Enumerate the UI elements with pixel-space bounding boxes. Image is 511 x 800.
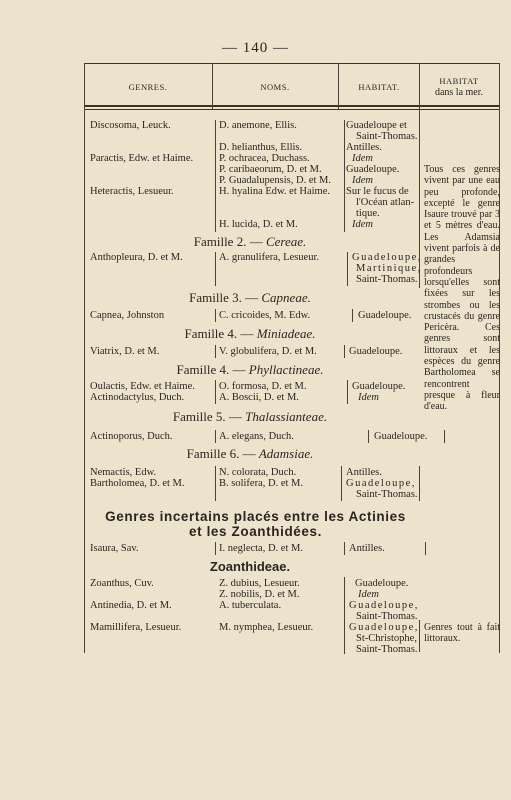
nom-cell: Z. dubius, Lesueur.: [219, 578, 300, 589]
header-habitat-mer-1: HABITAT: [439, 76, 479, 86]
habitat-cell: Antilles.: [346, 467, 382, 478]
nom-cell: A. tuberculata.: [219, 600, 282, 611]
nom-cell: Z. nobilis, D. et M.: [219, 589, 300, 600]
header-habitat: HABITAT.: [358, 82, 400, 92]
row-divider: [347, 380, 348, 404]
row-divider: [344, 120, 345, 232]
nom-cell: P. Guadalupensis, D. et M.: [219, 175, 331, 186]
row-divider: [341, 466, 342, 501]
habitat-cell: Guadeloupe et: [346, 120, 407, 131]
header-genres: GENRES.: [128, 82, 168, 92]
habitat-cell: Saint-Thomas.: [356, 274, 418, 285]
row-divider: [215, 345, 216, 358]
row-divider: [419, 466, 420, 501]
family-heading: Famille 4. — Phyllactineae.: [176, 362, 324, 377]
nom-cell: D. helianthus, Ellis.: [219, 142, 303, 153]
habitat-cell: Idem: [358, 392, 379, 403]
row-divider: [215, 430, 216, 443]
habitat-cell: St-Christophe,: [356, 633, 417, 644]
habitat-cell: Sur le fucus de: [346, 186, 409, 197]
habitat-cell: l'Océan atlan-: [356, 197, 415, 208]
row-divider: [215, 120, 216, 232]
section-heading: Genres incertains placés entre les Actinies: [105, 509, 406, 524]
nom-cell: N. colorata, Duch.: [219, 467, 297, 478]
genre-cell: Mamillifera, Lesueur.: [90, 622, 182, 633]
habitat-cell: Idem: [352, 219, 373, 230]
header-rule: [84, 105, 499, 107]
habitat-cell: tique.: [356, 208, 380, 219]
nom-cell: P. caribaeorum, D. et M.: [219, 164, 322, 175]
genre-cell: Heteractis, Lesueur.: [90, 186, 174, 197]
habitat-cell: Guadeloupe.: [349, 346, 403, 357]
section-heading: et les Zoanthidées.: [189, 524, 322, 539]
row-divider: [215, 309, 216, 322]
family-heading: Famille 6. — Adamsiae.: [186, 446, 314, 461]
genre-cell: Discosoma, Leuck.: [90, 120, 171, 131]
col-divider-2: [338, 63, 339, 110]
nom-cell: C. cricoides, M. Edw.: [219, 310, 311, 321]
genre-cell: Capnea, Johnston: [90, 310, 165, 321]
genre-cell: Actinodactylus, Duch.: [90, 392, 185, 403]
row-divider: [368, 430, 369, 443]
genre-cell: Actinoporus, Duch.: [90, 431, 173, 442]
habitat-cell: Guadeloupe.: [355, 578, 409, 589]
habitat-cell: Antilles.: [346, 142, 382, 153]
nom-cell: M. nymphea, Lesueur.: [219, 622, 314, 633]
habitat-cell: Guadeloupe.: [374, 431, 428, 442]
habitat-cell: Saint-Thomas.: [356, 489, 418, 500]
habitat-cell: Antilles.: [349, 543, 385, 554]
nom-cell: H. hyalina Edw. et Haime.: [219, 186, 330, 197]
habitat-cell: Saint-Thomas.: [356, 611, 418, 622]
row-divider: [344, 345, 345, 358]
nom-cell: A. granulifera, Lesueur.: [219, 252, 320, 263]
row-divider: [347, 252, 348, 286]
header-rule-thin: [84, 109, 499, 110]
nom-cell: D. anemone, Ellis.: [219, 120, 297, 131]
nom-cell: P. ochracea, Duchass.: [219, 153, 310, 164]
row-divider: [215, 380, 216, 404]
row-divider: [344, 542, 345, 555]
row-divider: [344, 577, 345, 654]
row-divider: [425, 542, 426, 555]
habitat-cell: Idem: [352, 175, 373, 186]
page-number: — 140 —: [222, 40, 289, 56]
row-divider: [215, 542, 216, 555]
col-divider-1: [212, 63, 213, 110]
genre-cell: Paractis, Edw. et Haime.: [90, 153, 194, 164]
row-divider: [215, 252, 216, 286]
habitat-cell: Guadeloupe,: [349, 600, 419, 611]
nom-cell: O. formosa, D. et M.: [219, 381, 307, 392]
family-heading: Famille 4. — Miniadeae.: [184, 326, 316, 341]
genre-cell: Oulactis, Edw. et Haime.: [90, 381, 195, 392]
family-heading: Famille 5. — Thalassianteae.: [172, 409, 328, 424]
genre-cell: Anthopleura, D. et M.: [90, 252, 183, 263]
nom-cell: V. globulifera, D. et M.: [219, 346, 317, 357]
nom-cell: I. neglecta, D. et M.: [219, 543, 303, 554]
genre-cell: Zoanthus, Cuv.: [90, 578, 154, 589]
habitat-cell: Guadeloupe.: [358, 310, 412, 321]
habitat-cell: Saint-Thomas.: [356, 131, 418, 142]
row-divider: [444, 430, 445, 443]
genre-cell: Viatrix, D. et M.: [90, 346, 160, 357]
habitat-cell: Saint-Thomas.: [356, 644, 418, 655]
col-divider-3b: [419, 620, 420, 652]
row-divider: [352, 309, 353, 322]
habitat-mer-note: Tous ces genres vivent par une eau peu profonde, excepté le genre Isaure trouvé par 3 et 5 mètres d'eau. Les Adamsia vivent parfois à de grandes profondeurs lorsqu'elles sont fixées sur les strombes ou les crustacés du genre Pericèra. Ces genres sont littoraux et les espèces du genre Bartholomea se rencontrent presque à fleur d'eau.: [424, 164, 500, 413]
family-heading: Famille 2. — Cereae.: [193, 234, 307, 249]
genre-cell: Antinedia, D. et M.: [90, 600, 172, 611]
genre-cell: Nemactis, Edw.: [90, 467, 157, 478]
habitat-cell: Martinique,: [356, 263, 422, 274]
habitat-cell: Guadeloupe.: [346, 164, 400, 175]
habitat-cell: Guadeloupe,: [352, 252, 422, 263]
genre-cell: Bartholomea, D. et M.: [90, 478, 185, 489]
family-heading: Famille 3. — Capneae.: [189, 290, 311, 305]
row-divider: [215, 466, 216, 501]
nom-cell: H. lucida, D. et M.: [219, 219, 298, 230]
habitat-cell: Guadeloupe,: [346, 478, 416, 489]
habitat-cell: Idem: [358, 589, 379, 600]
header-habitat-mer-2: dans la mer.: [434, 87, 484, 98]
habitat-cell: Idem: [352, 153, 373, 164]
nom-cell: A. elegans, Duch.: [219, 431, 294, 442]
nom-cell: B. solifera, D. et M.: [219, 478, 303, 489]
habitat-cell: Guadeloupe.: [352, 381, 406, 392]
habitat-mer-note-2: Genres tout à fait littoraux.: [424, 622, 500, 645]
header-noms: NOMS.: [260, 82, 290, 92]
nom-cell: A. Boscii, D. et M.: [219, 392, 299, 403]
genre-cell: Isaura, Sav.: [90, 543, 139, 554]
top-rule: [84, 63, 499, 64]
zoanthideae-heading: Zoanthideae.: [209, 559, 291, 574]
habitat-cell: Guadeloupe,: [349, 622, 419, 633]
